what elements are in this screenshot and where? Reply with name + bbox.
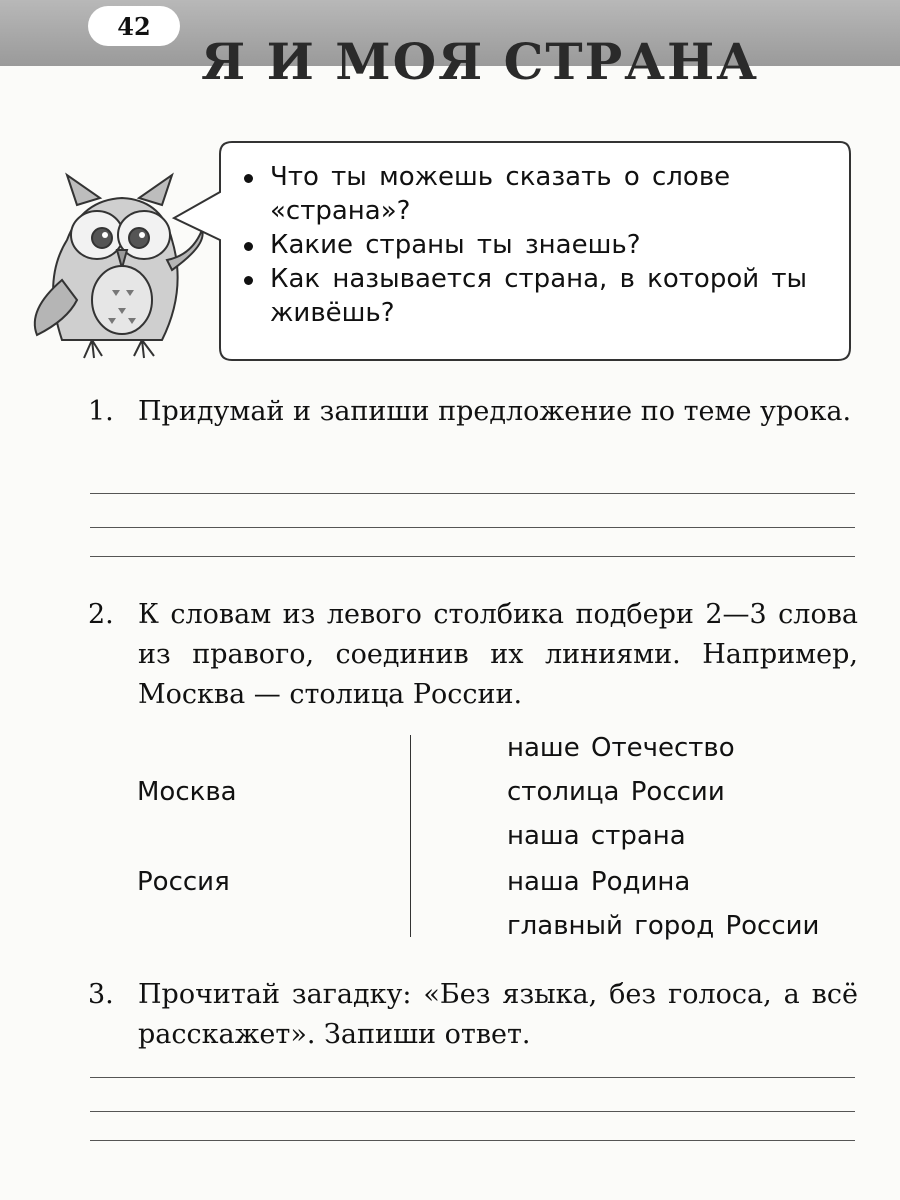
task-3 bbox=[88, 975, 858, 1055]
task-number: 3. bbox=[88, 979, 114, 1010]
writing-line[interactable] bbox=[90, 556, 855, 557]
task-text: Придумай и запиши предложение по теме урока. bbox=[138, 396, 852, 427]
writing-line[interactable] bbox=[90, 1140, 855, 1141]
writing-line[interactable] bbox=[90, 1111, 855, 1112]
left-word[interactable]: Москва bbox=[137, 777, 237, 807]
column-divider bbox=[410, 735, 411, 937]
right-word[interactable]: главный город России bbox=[507, 911, 820, 941]
right-word[interactable]: столица России bbox=[507, 777, 725, 807]
right-word[interactable]: наша Родина bbox=[507, 867, 691, 897]
page-number: 42 bbox=[88, 6, 180, 46]
question-item: Как называется страна, в которой ты живёшь? bbox=[242, 262, 832, 330]
question-item: Что ты можешь сказать о слове «страна»? bbox=[242, 160, 832, 228]
right-word[interactable]: наше Отечество bbox=[507, 733, 735, 763]
task-2 bbox=[88, 595, 858, 715]
page-title: Я И МОЯ СТРАНА bbox=[201, 32, 759, 91]
task-number: 1. bbox=[88, 396, 114, 427]
question-list bbox=[242, 160, 832, 330]
writing-line[interactable] bbox=[90, 493, 855, 494]
right-word[interactable]: наша страна bbox=[507, 821, 686, 851]
task-text: Прочитай загадку: «Без языка, без голоса, а всё расскажет». Запиши ответ. bbox=[138, 979, 858, 1050]
task-1 bbox=[88, 392, 858, 432]
writing-line[interactable] bbox=[90, 527, 855, 528]
question-item: Какие страны ты знаешь? bbox=[242, 228, 832, 262]
task-text: К словам из левого столбика подбери 2—3 слова из правого, соединив их линиями. Например, Москва — столица России. bbox=[138, 599, 858, 710]
left-word[interactable]: Россия bbox=[137, 867, 230, 897]
task-number: 2. bbox=[88, 599, 114, 630]
writing-line[interactable] bbox=[90, 1077, 855, 1078]
